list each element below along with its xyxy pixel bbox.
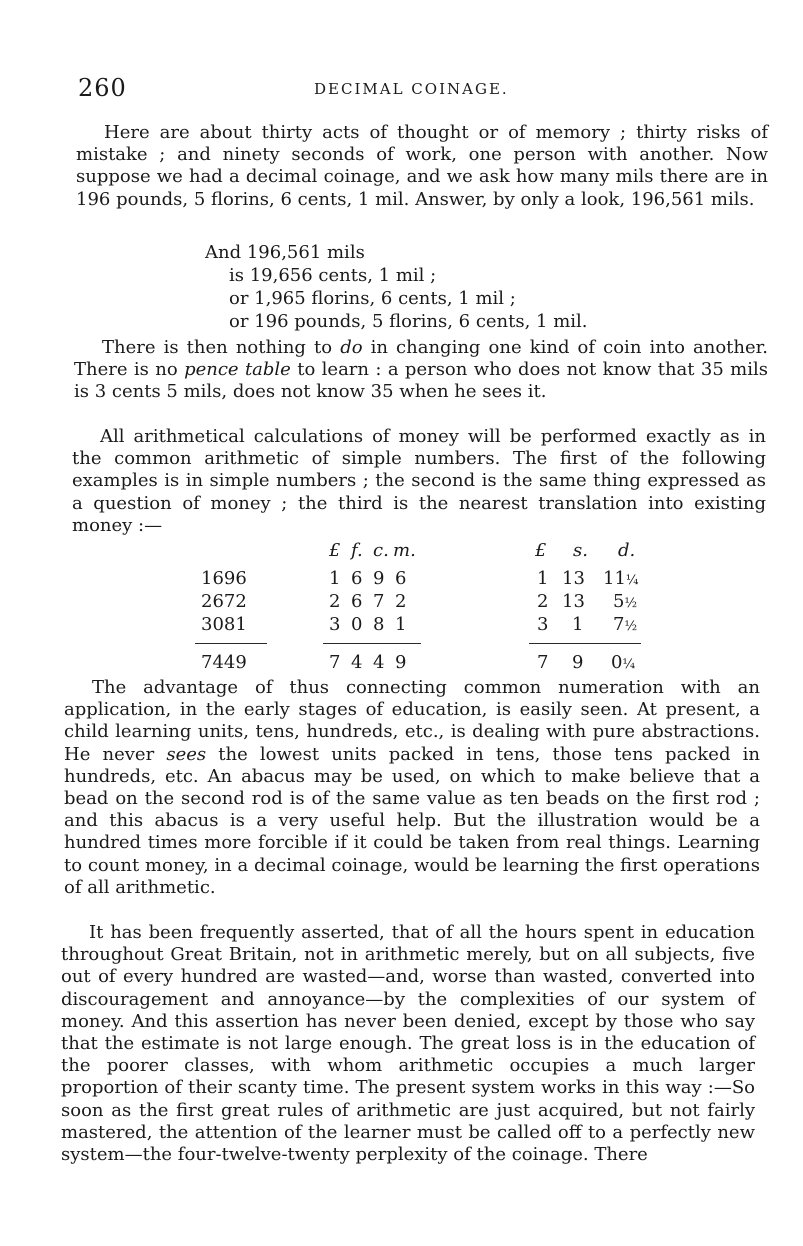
paragraph-advantage: The advantage of thus connecting common numeration with an application, in the early stages of education, is easily seen. At present, a child learning units, tens, hundreds, etc., is dealing with pure abstractions. He never sees the lowest units packed in tens, those tens packed in hundreds, etc. An abacus may be used, on which to make believe that a bead on the second rod is of the same value as ten beads on the first rod ; and this abacus is a very useful help. But the illustration would be a hundred times more forcible if it could be taken from real things. Learning to count money, in a decimal coinage, would be learning the first operations of all arithmetic. bbox=[64, 677, 760, 898]
total-decimal-cell: 4 bbox=[373, 652, 385, 673]
old-pounds-cell: 3 bbox=[537, 614, 549, 635]
sum-rule bbox=[195, 643, 267, 644]
decimal-digit-cell: 2 bbox=[395, 591, 407, 612]
mils-line: is 19,656 cents, 1 mil ; bbox=[229, 265, 437, 286]
mils-line: or 1,965 florins, 6 cents, 1 mil ; bbox=[229, 288, 516, 309]
paragraph-arithmetical-calculations: All arithmetical calculations of money will be performed exactly as in the common arithmetic of simple numbers. The first of the following examples is in simple numbers ; the second is the same thing expressed as a question of money ; the third is the nearest translation into existing money :— bbox=[72, 426, 766, 536]
money-comparison-table bbox=[195, 540, 655, 680]
page-number: 260 bbox=[78, 74, 127, 102]
decimal-digit-cell: 3 bbox=[329, 614, 341, 635]
simple-number-cell: 1696 bbox=[201, 568, 247, 589]
decimal-digit-cell: 7 bbox=[373, 591, 385, 612]
simple-number-cell: 2672 bbox=[201, 591, 247, 612]
old-pence-cell: 7½ bbox=[613, 614, 638, 635]
old-pence-cell: 11¼ bbox=[603, 568, 639, 589]
old-shillings-cell: 13 bbox=[562, 591, 585, 612]
total-shillings-cell: 9 bbox=[572, 652, 584, 673]
decimal-digit-cell: 1 bbox=[395, 614, 407, 635]
running-title: DECIMAL COINAGE. bbox=[314, 80, 509, 98]
decimal-digit-cell: 9 bbox=[373, 568, 385, 589]
header-old-pence: d. bbox=[618, 540, 636, 561]
mils-line: or 196 pounds, 5 florins, 6 cents, 1 mil. bbox=[229, 311, 588, 332]
page-header bbox=[78, 74, 758, 104]
total-pence-cell: 0¼ bbox=[611, 652, 636, 673]
decimal-digit-cell: 0 bbox=[351, 614, 363, 635]
header-decimal-cents: c. bbox=[373, 540, 389, 561]
old-pounds-cell: 1 bbox=[537, 568, 549, 589]
old-shillings-cell: 1 bbox=[572, 614, 584, 635]
total-simple-cell: 7449 bbox=[201, 652, 247, 673]
decimal-digit-cell: 6 bbox=[395, 568, 407, 589]
sum-rule bbox=[529, 643, 641, 644]
header-old-shillings: s. bbox=[573, 540, 588, 561]
paragraph-frequently-asserted: It has been frequently asserted, that of all the hours spent in education throughout Great Britain, not in arithmetic merely, but on all subjects, five out of every hundred are wasted—and, worse than wasted, converted into discouragement and annoyance—by the complexities of our system of money. And this assertion has never been denied, except by those who say that the estimate is not large enough. The great loss is in the education of the poorer classes, with whom arithmetic occupies a much larger proportion of their scanty time. The present system works in this way :—So soon as the first great rules of arithmetic are just acquired, but not fairly mastered, the attention of the learner must be called off to a perfectly new system—the four-twelve-twenty perplexity of the coinage. There bbox=[61, 922, 755, 1166]
decimal-digit-cell: 2 bbox=[329, 591, 341, 612]
mils-conversion-block bbox=[205, 241, 588, 333]
header-decimal-pounds: £ bbox=[329, 540, 341, 561]
paragraph-thirty-acts: Here are about thirty acts of thought or of memory ; thirty risks of mistake ; and ninety seconds of work, one person with another. Now suppose we had a decimal coinage, and we ask how many mils there are in 196 pounds, 5 florins, 6 cents, 1 mil. Answer, by only a look, 196,561 mils. bbox=[76, 122, 768, 210]
header-old-pounds: £ bbox=[535, 540, 547, 561]
old-pence-cell: 5½ bbox=[613, 591, 638, 612]
decimal-digit-cell: 6 bbox=[351, 568, 363, 589]
paragraph-nothing-to-do: There is then nothing to do in changing one kind of coin into another. There is no pence table to learn : a person who does not know that 35 mils is 3 cents 5 mils, does not know 35 when he sees it. bbox=[74, 337, 768, 403]
old-shillings-cell: 13 bbox=[562, 568, 585, 589]
decimal-digit-cell: 6 bbox=[351, 591, 363, 612]
header-decimal-florins: f. bbox=[351, 540, 363, 561]
total-pounds-cell: 7 bbox=[537, 652, 549, 673]
total-decimal-cell: 4 bbox=[351, 652, 363, 673]
total-decimal-cell: 9 bbox=[395, 652, 407, 673]
sum-rule bbox=[323, 643, 421, 644]
mils-line: And 196,561 mils bbox=[205, 242, 365, 263]
total-decimal-cell: 7 bbox=[329, 652, 341, 673]
decimal-digit-cell: 1 bbox=[329, 568, 341, 589]
old-pounds-cell: 2 bbox=[537, 591, 549, 612]
simple-number-cell: 3081 bbox=[201, 614, 247, 635]
header-decimal-mils: m. bbox=[393, 540, 416, 561]
decimal-digit-cell: 8 bbox=[373, 614, 385, 635]
